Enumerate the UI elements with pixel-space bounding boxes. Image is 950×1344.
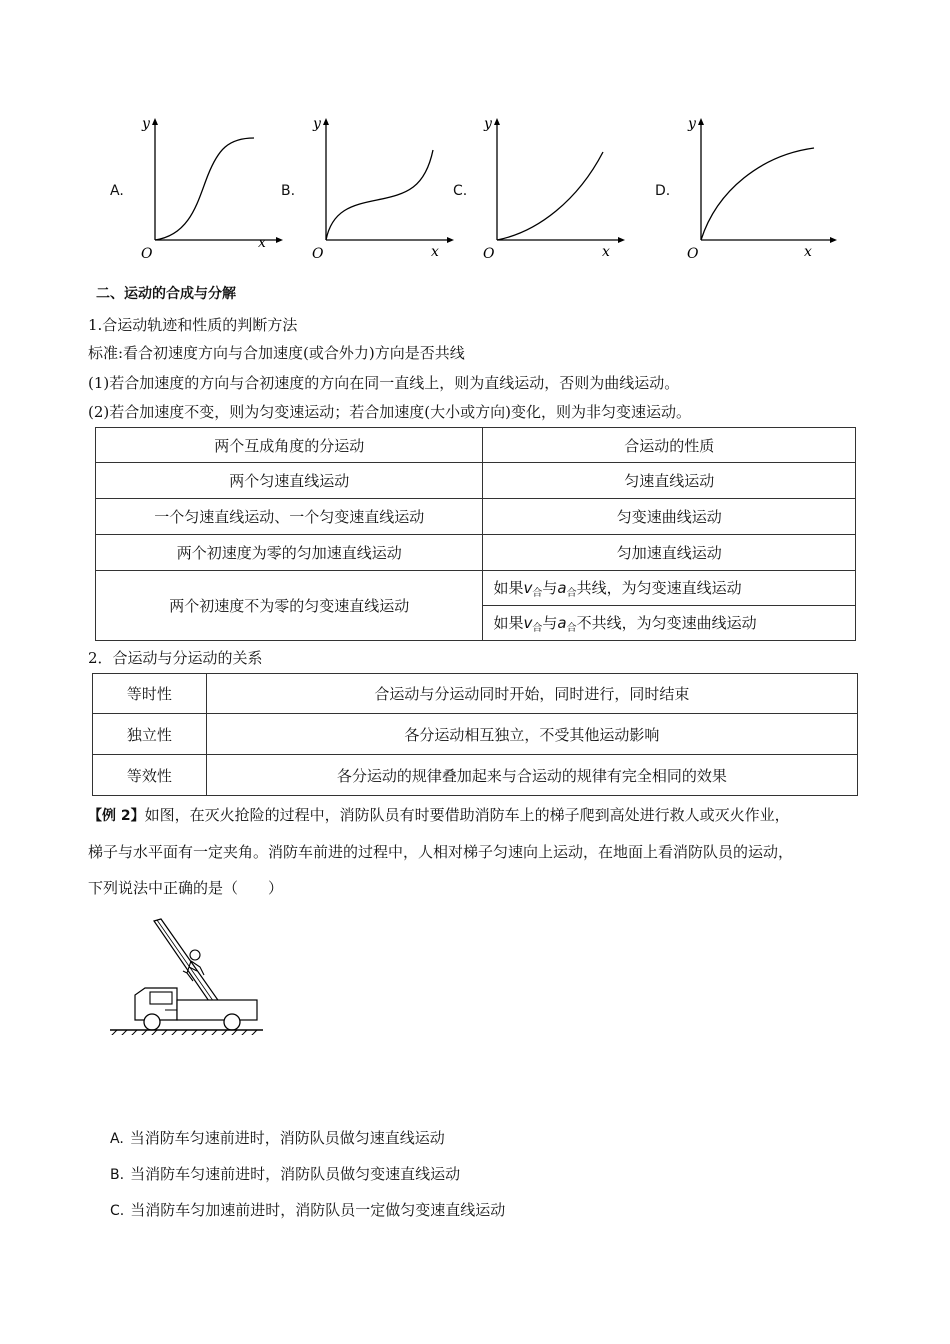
graph-c xyxy=(478,110,638,260)
table-cell: 等效性 xyxy=(93,755,207,796)
table-cell: 匀变速曲线运动 xyxy=(483,499,856,535)
graph-d-origin: O xyxy=(687,246,699,260)
rule-1-text: (1)若合加速度的方向与合初速度的方向在同一直线上，则为直线运动，否则为曲线运动。 xyxy=(88,374,680,392)
choice-a[interactable] xyxy=(110,1127,445,1148)
table-row xyxy=(93,755,858,796)
table-cell-collinear xyxy=(483,571,856,606)
fire-truck-illustration xyxy=(105,915,270,1035)
graph-c-origin: O xyxy=(483,246,495,260)
rule-2-text: (2)若合加速度不变，则为匀变速运动；若合加速度(大小或方向)变化，则为非匀变速运动。 xyxy=(88,403,691,421)
table-cell: 等时性 xyxy=(93,674,207,714)
graph-b-x-label: x xyxy=(431,244,439,260)
cell-text: 共线，为匀变速直线运动 xyxy=(576,579,742,597)
graph-c-y-label: y xyxy=(484,116,492,132)
example-2-question xyxy=(88,797,878,906)
graph-a-y-label: y xyxy=(142,116,150,132)
table-header-cell: 合运动的性质 xyxy=(483,428,856,463)
example-text: 如图，在灭火抢险的过程中，消防队员有时要借助消防车上的梯子爬到高处进行救人或灭火作业， xyxy=(144,806,790,824)
example-line-1 xyxy=(88,797,878,834)
graph-a-origin: O xyxy=(141,246,153,260)
relation-table xyxy=(92,673,858,796)
choice-text: 当消防车匀速前进时，消防队员做匀速直线运动 xyxy=(129,1129,445,1147)
table-row xyxy=(93,714,858,755)
v-subscript: 合 xyxy=(532,588,543,599)
table-cell: 两个初速度不为零的匀变速直线运动 xyxy=(96,571,483,641)
example-tag: 【例 2】 xyxy=(88,808,145,824)
choice-b[interactable] xyxy=(110,1163,460,1184)
table-cell: 一个匀速直线运动、一个匀变速直线运动 xyxy=(96,499,483,535)
choice-c[interactable] xyxy=(110,1199,505,1220)
table-cell: 两个初速度为零的匀加速直线运动 xyxy=(96,535,483,571)
table-cell: 独立性 xyxy=(93,714,207,755)
table-row xyxy=(96,463,856,499)
a-subscript: 合 xyxy=(566,588,577,599)
graph-b xyxy=(307,110,467,260)
choice-letter: B. xyxy=(110,1167,125,1183)
table-header-cell: 两个互成角度的分运动 xyxy=(96,428,483,463)
graph-d-y-label: y xyxy=(688,116,696,132)
cell-text: 与 xyxy=(542,614,558,632)
section-title: 二、运动的合成与分解 xyxy=(96,286,236,302)
choice-letter: A. xyxy=(110,1131,124,1147)
v-subscript: 合 xyxy=(532,623,543,634)
option-a-letter: A. xyxy=(110,183,124,199)
choice-text: 当消防车匀加速前进时，消防队员一定做匀变速直线运动 xyxy=(130,1201,506,1219)
graph-a-x-label: x xyxy=(258,235,266,251)
example-line-3: 下列说法中正确的是（ ） xyxy=(88,879,284,897)
cell-text: 如果 xyxy=(493,614,524,632)
motion-properties-table xyxy=(95,427,856,641)
a-symbol: a xyxy=(557,579,567,597)
choice-letter: C. xyxy=(110,1203,125,1219)
choice-text: 当消防车匀速前进时，消防队员做匀变速直线运动 xyxy=(130,1165,461,1183)
graph-c-x-label: x xyxy=(602,244,610,260)
table-cell-not-collinear xyxy=(483,606,856,641)
table-row xyxy=(96,535,856,571)
graph-b-origin: O xyxy=(312,246,324,260)
item-1-heading: 1.合运动轨迹和性质的判断方法 xyxy=(88,316,298,334)
a-subscript: 合 xyxy=(566,623,577,634)
standard-text: 标准:看合初速度方向与合加速度(或合外力)方向是否共线 xyxy=(88,344,465,362)
cell-text: 不共线，为匀变速曲线运动 xyxy=(576,614,757,632)
table-row xyxy=(96,571,856,606)
table-cell: 合运动与分运动同时开始，同时进行，同时结束 xyxy=(206,674,857,714)
cell-text: 与 xyxy=(542,579,558,597)
table-row xyxy=(93,674,858,714)
option-d-letter: D. xyxy=(655,183,671,199)
example-line-2: 梯子与水平面有一定夹角。消防车前进的过程中，人相对梯子匀速向上运动，在地面上看消防队员的运动， xyxy=(88,843,794,861)
option-c-letter: C. xyxy=(453,183,468,199)
graph-b-y-label: y xyxy=(313,116,321,132)
option-b-letter: B. xyxy=(281,183,296,199)
table-cell: 两个匀速直线运动 xyxy=(96,463,483,499)
v-symbol: v xyxy=(523,579,533,597)
item-2-heading: 2．合运动与分运动的关系 xyxy=(88,649,263,667)
table-cell: 匀加速直线运动 xyxy=(483,535,856,571)
v-symbol: v xyxy=(523,614,533,632)
table-cell: 各分运动相互独立，不受其他运动影响 xyxy=(206,714,857,755)
table-row xyxy=(96,499,856,535)
graph-d-x-label: x xyxy=(804,244,812,260)
table-cell: 匀速直线运动 xyxy=(483,463,856,499)
a-symbol: a xyxy=(557,614,567,632)
table-cell: 各分运动的规律叠加起来与合运动的规律有完全相同的效果 xyxy=(206,755,857,796)
cell-text: 如果 xyxy=(493,579,524,597)
table-row xyxy=(96,428,856,463)
graph-a xyxy=(136,110,296,260)
graph-d xyxy=(682,110,852,260)
